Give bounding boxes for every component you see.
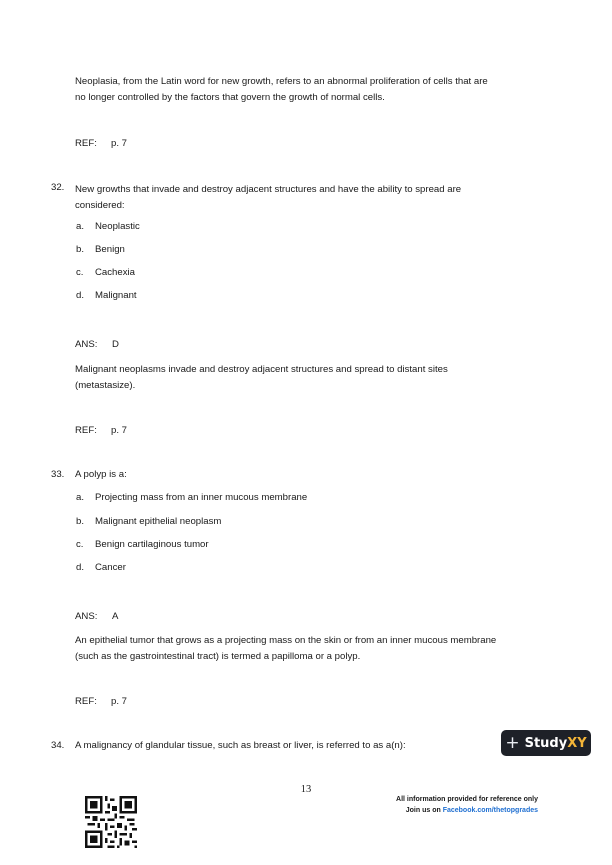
rationale-line-1: An epithelial tumor that grows as a projecting mass on the skin or from an inner mucous membrane — [75, 635, 497, 646]
option-text: Projecting mass from an inner mucous membrane — [95, 492, 308, 503]
studyxy-badge[interactable] — [501, 730, 591, 756]
option-letter: b. — [76, 516, 85, 527]
facebook-link[interactable]: Facebook.com/thetopgrades — [442, 807, 538, 814]
intro-line-2: no longer controlled by the factors that govern the growth of normal cells. — [75, 91, 385, 103]
question-stem — [75, 182, 545, 213]
option-letter: a. — [76, 221, 85, 232]
option-text: Benign cartilaginous tumor — [95, 539, 209, 550]
ans-label: ANS: — [75, 611, 98, 622]
option-letter: c. — [76, 267, 84, 278]
option-text: Cancer — [95, 562, 126, 573]
footer-disclaimer: All information provided for reference only — [396, 796, 538, 803]
qr-code-icon — [85, 796, 137, 848]
option-letter: c. — [76, 539, 84, 550]
ans-value: A — [112, 611, 119, 622]
option-text: Malignant epithelial neoplasm — [95, 516, 222, 527]
rationale-line-2: (metastasize). — [75, 379, 136, 391]
rationale-33 — [75, 633, 550, 664]
rationale-line-2: (such as the gastrointestinal tract) is termed a papilloma or a polyp. — [75, 650, 361, 662]
ans-label: ANS: — [75, 339, 98, 350]
ref-label: REF: — [75, 138, 97, 149]
question-number: 34. — [51, 740, 65, 751]
rationale-32 — [75, 362, 545, 393]
ref-label: REF: — [75, 425, 97, 436]
question-number: 32. — [51, 182, 65, 193]
brand-main: Study — [524, 735, 568, 751]
intro-line-1: Neoplasia, from the Latin word for new growth, refers to an abnormal proliferation of cells that are — [75, 76, 488, 87]
option-letter: d. — [76, 290, 85, 301]
option-letter: d. — [76, 562, 85, 573]
option-text: Malignant — [95, 290, 137, 301]
brand-accent: XY — [567, 735, 587, 751]
option-text: Benign — [95, 244, 125, 255]
rationale-line-1: Malignant neoplasms invade and destroy adjacent structures and spread to distant sites — [75, 364, 448, 375]
footer-prefix: Join us on — [405, 807, 441, 814]
footer-social — [406, 807, 538, 814]
plus-icon: + — [505, 733, 520, 753]
question-stem: A polyp is a: — [75, 469, 127, 480]
stem-line-1: New growths that invade and destroy adjacent structures and have the ability to spread are — [75, 184, 462, 195]
option-text: Neoplastic — [95, 221, 140, 232]
option-letter: b. — [76, 244, 85, 255]
stem-line-2: considered: — [75, 199, 125, 211]
intro-paragraph — [75, 74, 545, 105]
option-text: Cachexia — [95, 267, 135, 278]
question-stem: A malignancy of glandular tissue, such as breast or liver, is referred to as a(n): — [75, 740, 406, 751]
ref-value: p. 7 — [111, 138, 128, 149]
question-number: 33. — [51, 469, 65, 480]
ref-value: p. 7 — [111, 696, 128, 707]
ans-value: D — [112, 339, 119, 350]
page-number: 13 — [300, 784, 312, 795]
ref-label: REF: — [75, 696, 97, 707]
ref-value: p. 7 — [111, 425, 128, 436]
option-letter: a. — [76, 492, 85, 503]
